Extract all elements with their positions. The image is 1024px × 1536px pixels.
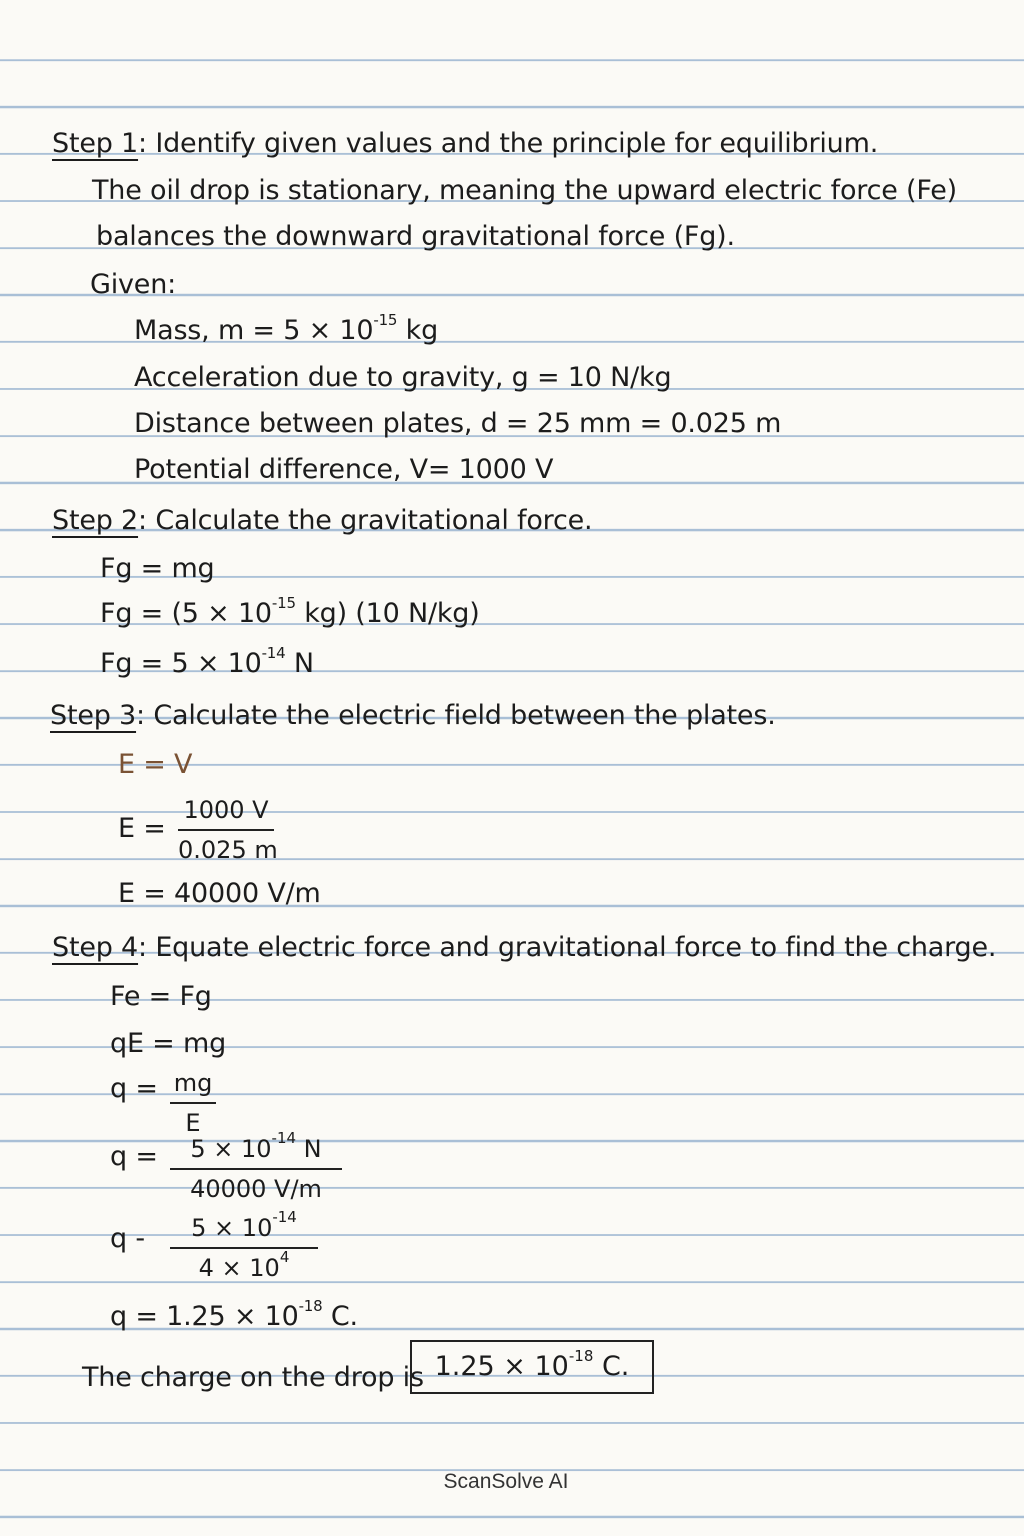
step4-title: : Equate electric force and gravitational force to find the charge.: [138, 932, 997, 963]
step3-fraction-numerator: 1000 V: [183, 796, 269, 824]
step4-fraction-2-denominator: 40000 V/m: [190, 1175, 322, 1203]
step3-equation-2-lhs: E =: [118, 813, 166, 844]
step4-equation-1: Fe = Fg: [110, 981, 212, 1012]
conclusion-text: The charge on the drop is: [82, 1362, 424, 1393]
step1-description-line2: balances the downward gravitational force (Fg).: [96, 221, 735, 252]
step3-fraction: [178, 795, 278, 865]
step4-equation-5-lhs: q -: [110, 1223, 145, 1254]
step2-equation-1: Fg = mg: [100, 553, 215, 584]
step3-equation-3: E = 40000 V/m: [118, 878, 321, 909]
fraction-bar: [170, 1102, 216, 1104]
step4-equation-2: qE = mg: [110, 1028, 227, 1059]
fraction-bar: [170, 1247, 318, 1249]
step1-heading: Step 1: [52, 128, 139, 159]
given-mass: Mass, $m = 5 \times 10^{-15}$ kg: [134, 311, 439, 346]
step4-fraction-2-numerator: $5 \times 10^{-14}$ N: [190, 1129, 322, 1163]
given-label: Given:: [90, 269, 177, 300]
step4-equation-3-lhs: q =: [110, 1073, 158, 1104]
step1-title: : Identify given values and the principle for equilibrium.: [138, 128, 879, 159]
step2-title-line: [52, 504, 592, 538]
step4-fraction-3: [170, 1208, 318, 1283]
step4-fraction-1-numerator: mg: [173, 1069, 213, 1097]
final-answer-box: $1.25 \times 10^{-18}$ C.: [410, 1340, 654, 1394]
step4-fraction-2: [170, 1129, 342, 1204]
step2-heading: Step 2: [52, 505, 139, 536]
step4-fraction-3-numerator: $5 \times 10^{-14}$: [191, 1208, 297, 1242]
step4-equation-4-lhs: q =: [110, 1141, 158, 1172]
step3-title: : Calculate the electric field between the plates.: [136, 700, 776, 731]
step3-title-line: [50, 699, 776, 733]
step2-equation-2: $Fg = (5 \times 10^{-15}$ kg) (10 N/kg): [100, 594, 480, 629]
fraction-bar: [178, 829, 274, 831]
step4-fraction-3-denominator: $4 \times 10^4$: [198, 1248, 290, 1282]
step3-heading: Step 3: [50, 700, 137, 731]
step4-equation-6: $q = 1.25 \times 10^{-18}$ C.: [110, 1297, 358, 1332]
footer-brand: ScanSolve AI: [443, 1470, 569, 1493]
fraction-bar: [170, 1168, 342, 1170]
step4-fraction-1: [170, 1068, 216, 1138]
step1-description-line1: The oil drop is stationary, meaning the upward electric force (Fe): [92, 175, 957, 206]
step2-title: : Calculate the gravitational force.: [138, 505, 593, 536]
given-gravity: Acceleration due to gravity, g = 10 N/kg: [134, 362, 672, 393]
step3-fraction-denominator: 0.025 m: [178, 836, 278, 864]
step3-equation-1: E = V: [118, 749, 193, 780]
step2-equation-3: $Fg = 5 \times 10^{-14}$ N: [100, 644, 314, 679]
given-distance: Distance between plates, d = 25 mm = 0.025 m: [134, 408, 782, 439]
step4-title-line: [52, 931, 996, 965]
given-potential: Potential difference, V= 1000 V: [134, 454, 554, 485]
step4-fraction-1-denominator: E: [185, 1109, 201, 1137]
step4-heading: Step 4: [52, 932, 139, 963]
step1-title-line: [52, 127, 878, 161]
